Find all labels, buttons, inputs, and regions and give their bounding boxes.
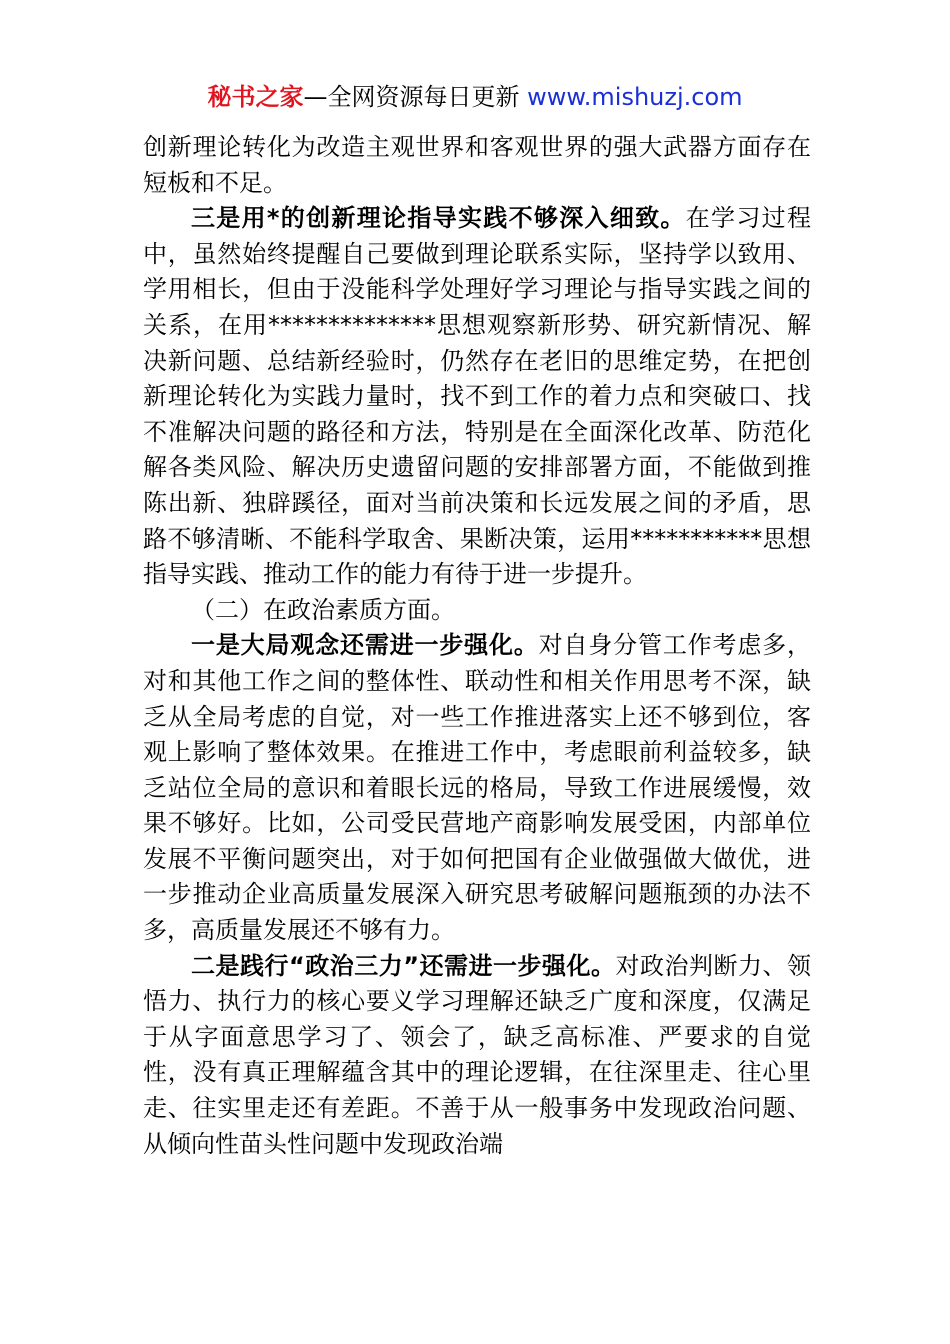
section-heading-text: （二）在政治素质方面。 — [191, 595, 455, 624]
paragraph-point-three — [143, 201, 811, 593]
paragraph-lead: 一是大局观念还需进一步强化。 — [191, 631, 539, 660]
paragraph-text: 在学习过程中，虽然始终提醒自己要做到理论联系实际，坚持学以致用、学用相长，但由于没能科学处理好学习理论与指导实践之间的关系，在用**************思想观察新形势、研究新情况、解决新问题、总结新经验时，仍然存在老旧的思维定势，在把创新理论转化为实践力量时，找不到工作的着力点和突破口、找不准解决问题的路径和方法，特别是在全面深化改革、防范化解各类风险、解决历史遗留问题的安排部署方面，不能做到推陈出新、独辟蹊径，面对当前决策和长远发展之间的矛盾，思路不够清晰、不能科学取舍、果断决策，运用***********思想指导实践、推动工作的能力有待于进一步提升。 — [143, 204, 811, 589]
paragraph-text: 创新理论转化为改造主观世界和客观世界的强大武器方面存在短板和不足。 — [143, 133, 811, 197]
paragraph-point-one — [143, 628, 811, 948]
paragraph-text: 对自身分管工作考虑多，对和其他工作之间的整体性、联动性和相关作用思考不深，缺乏从全局考虑的自觉，对一些工作推进落实上还不够到位，客观上影响了整体效果。在推进工作中，考虑眼前利益较多，缺乏站位全局的意识和着眼长远的格局，导致工作进展缓慢，效果不够好。比如，公司受民营地产商影响发展受困，内部单位发展不平衡问题突出，对于如何把国有企业做强做大做优，进一步推动企业高质量发展深入研究思考破解问题瓶颈的办法不多，高质量发展还不够有力。 — [143, 631, 812, 945]
paragraph-point-two — [143, 949, 811, 1163]
header-tagline: —全网资源每日更新 — [303, 83, 528, 111]
paragraph-lead: 三是用*的创新理论指导实践不够深入细致。 — [191, 204, 686, 233]
brand-name: 秘书之家 — [207, 83, 304, 111]
paragraph-text: 对政治判断力、领悟力、执行力的核心要义学习理解还缺乏广度和深度，仅满足于从字面意思学习了、领会了，缺乏高标准、严要求的自觉性，没有真正理解蕴含其中的理论逻辑，在往深里走、往心里走、往实里走还有差距。不善于从一般事务中发现政治问题、从倾向性苗头性问题中发现政治端 — [143, 951, 812, 1158]
paragraph-continuation — [143, 130, 811, 201]
site-url[interactable]: www.mishuzj.com — [527, 83, 743, 111]
section-heading — [143, 593, 811, 629]
paragraph-lead: 二是践行“政治三力”还需进一步强化。 — [191, 951, 616, 980]
watermark-header — [0, 80, 950, 114]
document-body — [143, 130, 811, 1162]
